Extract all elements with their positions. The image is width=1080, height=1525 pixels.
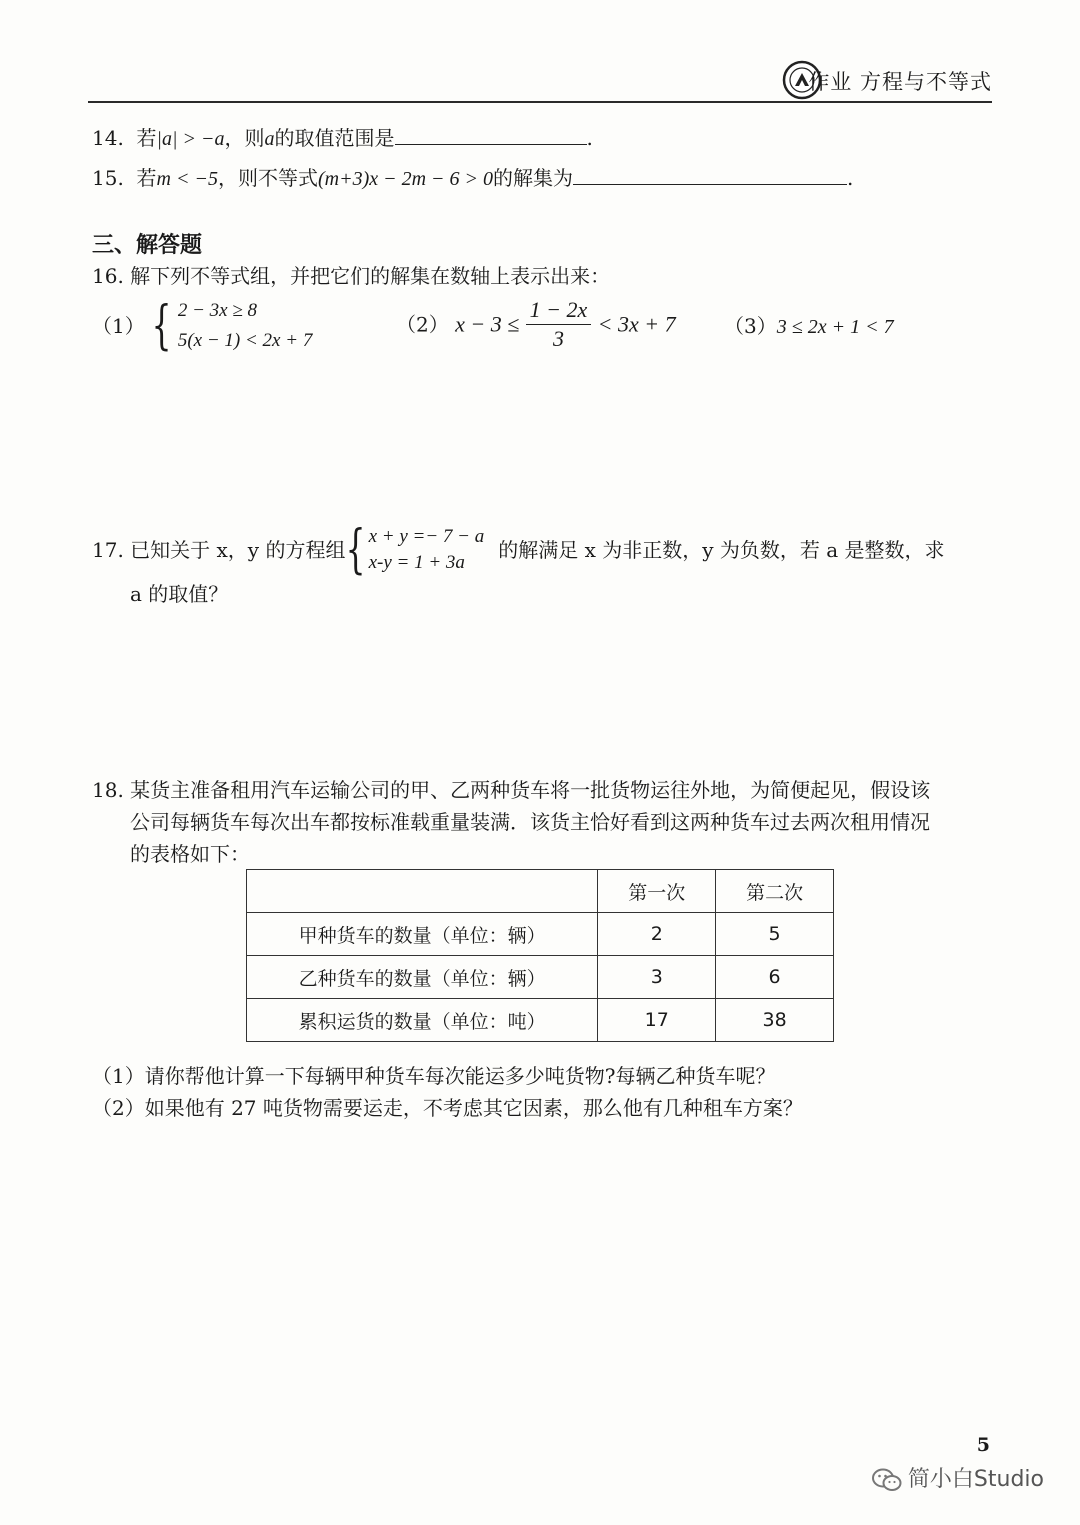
question-18-line-1: 18. 某货主准备租用汽车运输公司的甲、乙两种货车将一批货物运往外地，为简便起见，假设该 [92,778,931,802]
wechat-icon [872,1467,902,1493]
answer-blank-15[interactable] [573,164,847,185]
question-14: 14. 若|a| > −a，则a的取值范围是 . [92,126,593,150]
question-16-part-2: （2） x − 3 ≤ $\frac{1 - 2x}{3}$ < 3x + 7 [396,297,676,351]
page-number: 5 [976,1434,990,1456]
question-17: 17. 已知关于 x，y 的方程组{ x + y =− 7 − a x-y = 1 + 3a 的解满足 x 为非正数，y 为负数，若 a 是整数，求 [92,520,945,580]
watermark [872,1462,1044,1493]
table-cell: 5 [716,913,834,956]
watermark-text: 简小白Studio [907,1467,1044,1492]
question-18-sub-2: （2）如果他有 27 吨货物需要运走，不考虑其它因素，那么他有几种租车方案？ [92,1096,803,1120]
table-cell: 6 [716,956,834,999]
table-header-row [247,870,834,913]
table-cell: 乙种货车的数量（单位：辆） [247,956,598,999]
question-18-line-2: 公司每辆货车每次出车都按标准载重量装满．该货主恰好看到这两种货车过去两次租用情况 [130,810,930,834]
question-16-text: 16. 解下列不等式组，并把它们的解集在数轴上表示出来： [92,264,611,288]
question-18-sub-1: （1）请你帮他计算一下每辆甲种货车每次能运多少吨货物?每辆乙种货车呢？ [92,1064,776,1088]
header-divider [88,101,992,103]
section-title: 三、解答题 [92,233,203,258]
question-15: 15. 若m < −5，则不等式(m+3)x − 2m − 6 > 0的解集为 . [92,166,854,190]
question-17-cont: a 的取值？ [130,582,229,606]
table-cell: 3 [598,956,716,999]
table-cell: 17 [598,999,716,1042]
table-cell: 2 [598,913,716,956]
table-cell: 累积运货的数量（单位：吨） [247,999,598,1042]
header-title: 作业 方程与不等式 [808,70,992,94]
answer-blank-14[interactable] [395,124,587,145]
table-header-cell: 第二次 [716,870,834,913]
table-row [247,913,834,956]
question-16-part-1: （1） { 2 − 3x ≥ 8 5(x − 1) < 2x + 7 [92,296,313,356]
freight-table [246,869,834,1042]
table-cell: 38 [716,999,834,1042]
table-row [247,999,834,1042]
question-18-line-3: 的表格如下： [130,842,250,866]
table-row [247,956,834,999]
question-16-part-3: （3）3 ≤ 2x + 1 < 7 [724,314,894,338]
table-header-cell [247,870,598,913]
table-header-cell: 第一次 [598,870,716,913]
table-cell: 甲种货车的数量（单位：辆） [247,913,598,956]
